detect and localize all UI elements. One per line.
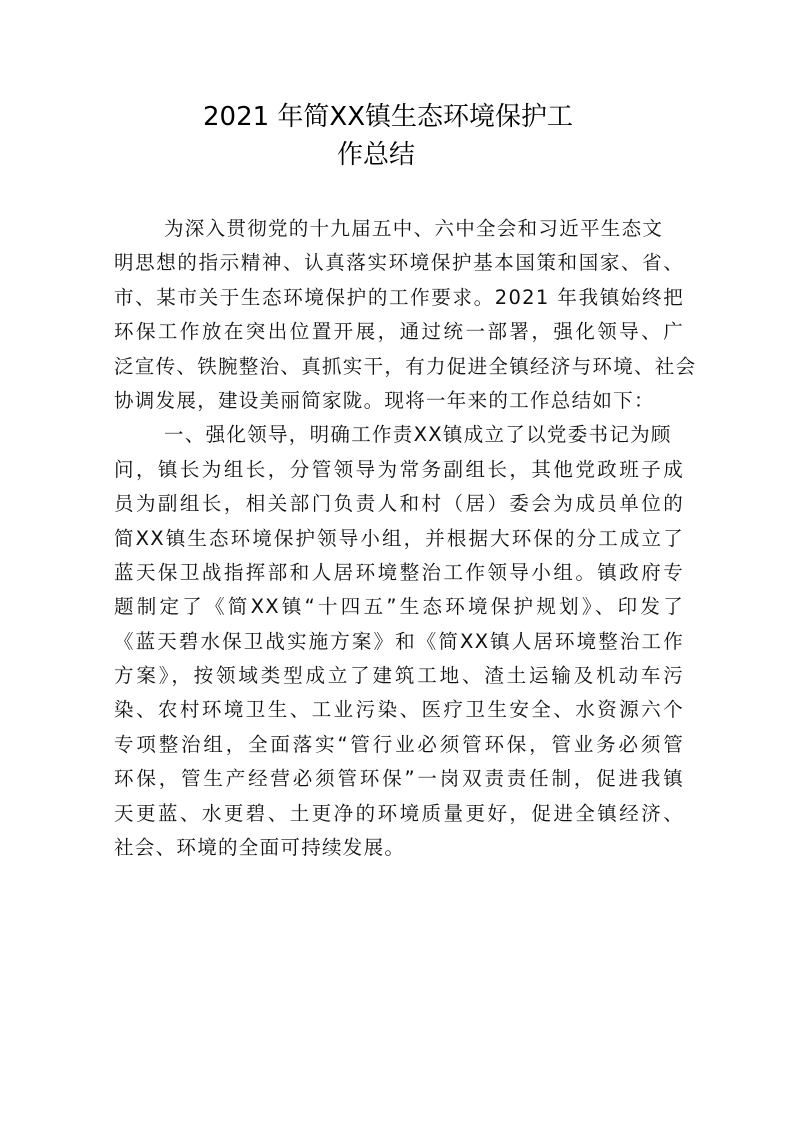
- title-line: 作总结: [337, 140, 416, 170]
- paragraph-line: 简XX镇生态环境保护领导小组，并根据大环保的分工成立了: [114, 526, 684, 550]
- paragraph-section-1: [114, 418, 684, 865]
- paragraph-line: 一、强化领导，明确工作责XX镇成立了以党委书记为顾: [164, 423, 672, 447]
- paragraph-line: 问，镇长为组长，分管领导为常务副组长，其他党政班子成: [114, 457, 684, 481]
- paragraph-line: 社会、环境的全面可持续发展。: [114, 836, 406, 860]
- title-line: 2021 年简XX镇生态环境保护工: [203, 102, 574, 132]
- paragraph-line: 《蓝天碧水保卫战实施方案》和《简XX镇人居环境整治工作: [114, 629, 684, 653]
- paragraph-line: 题制定了《简XX镇“十四五”生态环境保护规划》、印发了: [114, 595, 684, 619]
- paragraph-line: 染、农村环境卫生、工业污染、医疗卫生安全、水资源六个: [114, 698, 684, 722]
- paragraph-line: 环保工作放在突出位置开展，通过统一部署，强化领导、广: [114, 320, 684, 344]
- paragraph-line: 环保，管生产经营必须管环保”一岗双责责任制，促进我镇: [114, 767, 684, 791]
- paragraph-line: 市、某市关于生态环境保护的工作要求。2021 年我镇始终把: [114, 285, 684, 309]
- paragraph-line: 蓝天保卫战指挥部和人居环境整治工作领导小组。镇政府专: [114, 560, 684, 584]
- paragraph-line: 明思想的指示精神、认真落实环境保护基本国策和国家、省、: [114, 251, 684, 275]
- paragraph-line: 员为副组长，相关部门负责人和村（居）委会为成员单位的: [114, 492, 684, 516]
- paragraph-line: 方案》，按领域类型成立了建筑工地、渣土运输及机动车污: [114, 664, 684, 688]
- paragraph-line: 泛宣传、铁腕整治、真抓实干，有力促进全镇经济与环境、社会: [114, 354, 697, 378]
- paragraph-line: 为深入贯彻党的十九届五中、六中全会和习近平生态文: [164, 217, 664, 240]
- paragraph-line: 天更蓝、水更碧、土更净的环境质量更好，促进全镇经济、: [114, 801, 684, 825]
- paragraph-line: 专项整治组，全面落实“管行业必须管环保，管业务必须管: [114, 732, 684, 756]
- paragraph-line: 协调发展，建设美丽简家陇。现将一年来的工作总结如下：: [114, 388, 655, 412]
- paragraph-intro: [114, 212, 697, 418]
- document-title: [0, 98, 794, 174]
- document-body: [114, 212, 697, 865]
